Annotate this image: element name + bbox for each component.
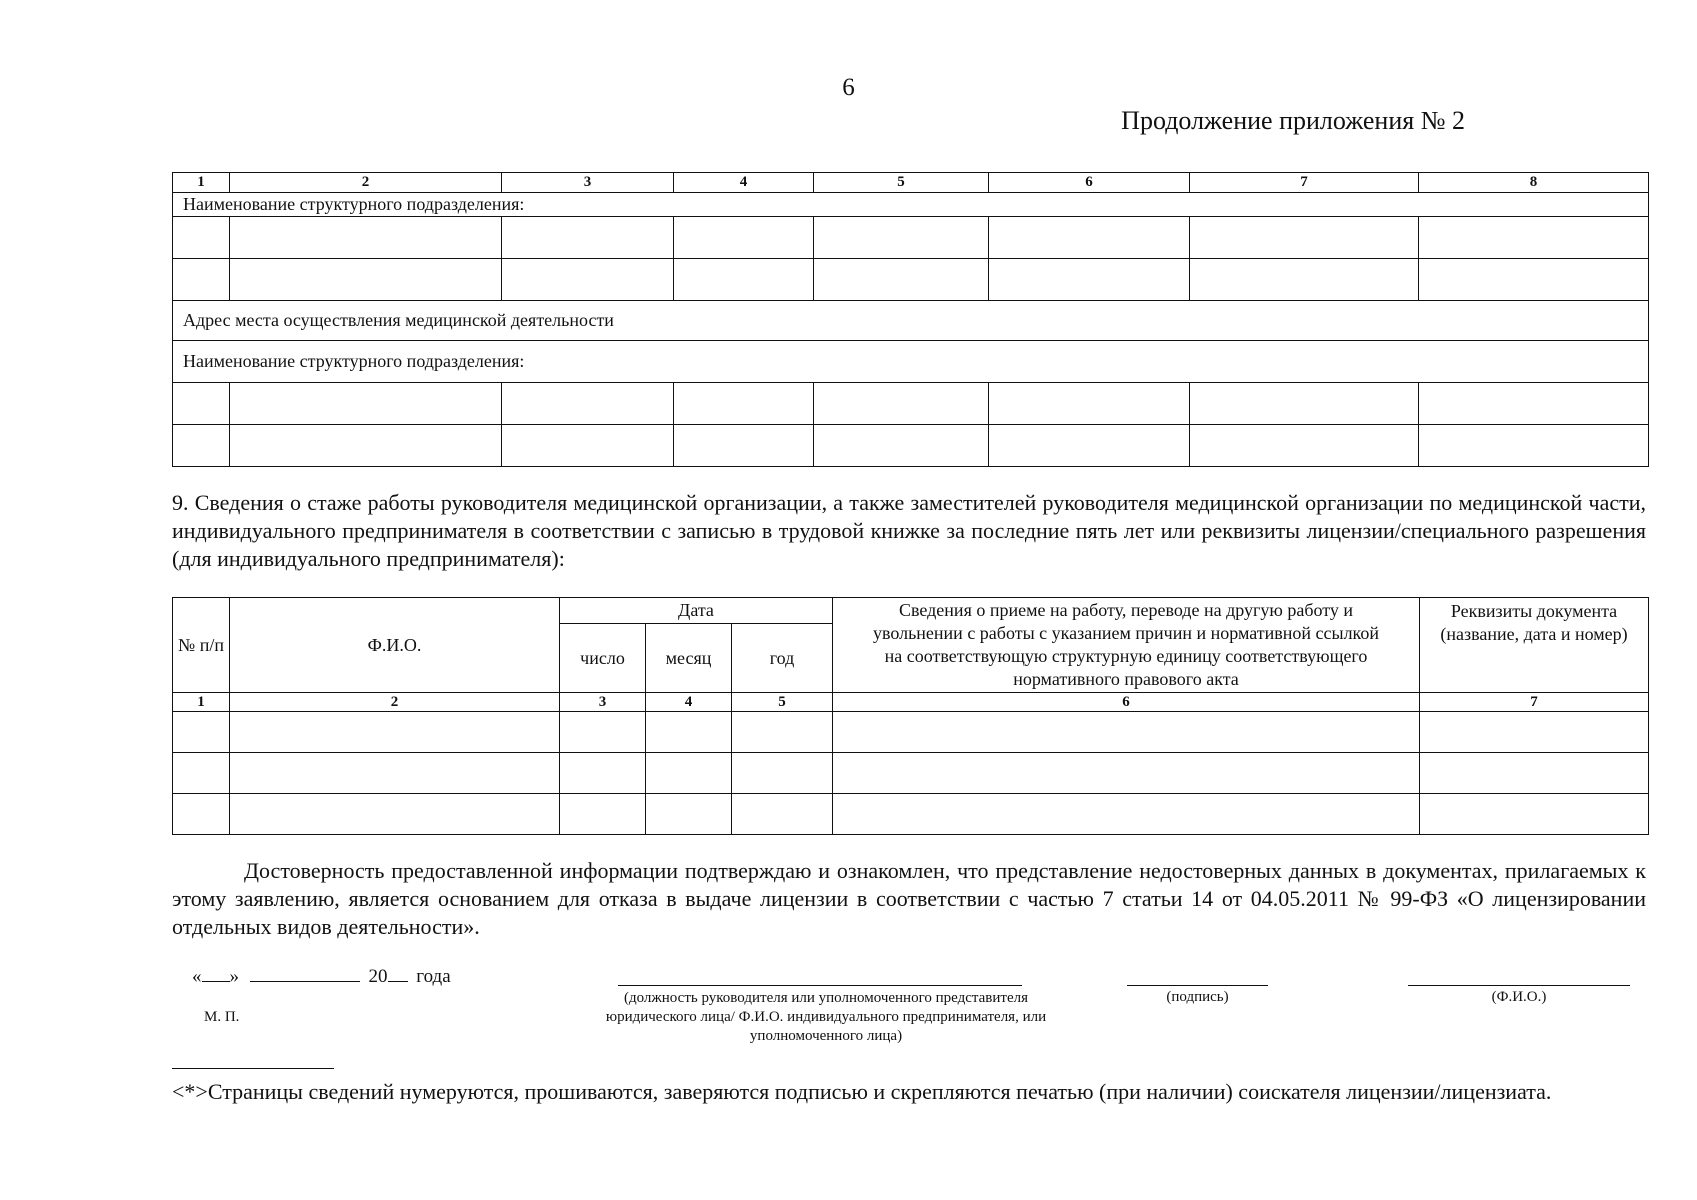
table-cell[interactable]: [646, 712, 732, 753]
table-cell[interactable]: [1419, 259, 1649, 301]
table-cell[interactable]: [173, 794, 230, 835]
table-row: [173, 753, 1649, 794]
column-number: 7: [1190, 173, 1419, 193]
table-cell[interactable]: [646, 794, 732, 835]
signature-caption: (подпись): [1166, 989, 1229, 1005]
fio-caption: (Ф.И.О.): [1491, 989, 1547, 1005]
column-header-fio: Ф.И.О.: [230, 598, 560, 693]
year-blank[interactable]: [388, 981, 408, 982]
column-number: 5: [814, 173, 989, 193]
table-cell[interactable]: [1420, 712, 1649, 753]
column-number: 4: [646, 693, 732, 712]
unit-name-label: Наименование структурного подразделения:: [173, 341, 1649, 383]
experience-table: [172, 597, 1649, 835]
table-cell[interactable]: [833, 753, 1420, 794]
table-cell[interactable]: [814, 259, 989, 301]
footnote-text: <*>Страницы сведений нумеруются, прошиваются, заверяются подписью и скрепляются печатью (при наличии) соискателя лицензии/лицензиата.: [172, 1079, 1552, 1104]
table-row: [173, 259, 1649, 301]
date-close-quote: »: [229, 966, 239, 987]
table-cell[interactable]: [173, 753, 230, 794]
table-cell[interactable]: [732, 794, 833, 835]
certification-text: Достоверность предоставленной информации подтверждаю и ознакомлен, что представление недостоверных данных в документах, прилагаемых к этому заявлению, является основанием для отказа в выдаче лицензии в соответствии с частью 7 статьи 14 от 04.05.2011 № 99-ФЗ «О лицензировании отдельных видов деятельности».: [172, 858, 1646, 939]
table-cell[interactable]: [732, 753, 833, 794]
table-cell[interactable]: [1190, 425, 1419, 467]
table-cell[interactable]: [674, 383, 814, 425]
table-row: [173, 217, 1649, 259]
table-cell[interactable]: [1419, 383, 1649, 425]
table-cell[interactable]: [173, 217, 230, 259]
table-cell[interactable]: [173, 425, 230, 467]
table-cell[interactable]: [1420, 794, 1649, 835]
table-cell[interactable]: [989, 259, 1190, 301]
day-blank[interactable]: [202, 981, 230, 982]
month-blank[interactable]: [250, 981, 360, 982]
year-prefix: 20: [368, 966, 388, 987]
column-header-month: месяц: [646, 624, 732, 693]
table-cell[interactable]: [1419, 425, 1649, 467]
table-row: [173, 383, 1649, 425]
position-caption: (должность руководителя или уполномоченного представителя юридического лица/ Ф.И.О. индивидуального предпринимателя, или уполномоченного лица): [605, 990, 1047, 1044]
section-9-text: 9. Сведения о стаже работы руководителя медицинской организации, а также заместителей руководителя медицинской организации по медицинской части, индивидуального предпринимателя в соответствии с записью в трудовой книжке за последние пять лет или реквизиты лицензии/специального разрешения (для индивидуального предпринимателя):: [172, 490, 1646, 571]
table-row: [173, 712, 1649, 753]
table-cell[interactable]: [560, 712, 646, 753]
column-header-info: Сведения о приеме на работу, переводе на другую работу и увольнении с работы с указанием причин и нормативной ссылкой на соответствующую структурную единицу соответствующего нормативного правового акта: [833, 598, 1420, 693]
table-cell[interactable]: [230, 794, 560, 835]
table-cell[interactable]: [502, 425, 674, 467]
column-number: 4: [674, 173, 814, 193]
table-row: [173, 425, 1649, 467]
table-cell[interactable]: [1190, 259, 1419, 301]
fio-line[interactable]: [1408, 985, 1630, 986]
column-header-day: число: [560, 624, 646, 693]
column-number: 6: [989, 173, 1190, 193]
table-cell[interactable]: [173, 712, 230, 753]
page-number: 6: [842, 74, 855, 101]
year-suffix: года: [416, 966, 451, 987]
table-cell[interactable]: [230, 259, 502, 301]
column-header-year: год: [732, 624, 833, 693]
table-cell[interactable]: [833, 712, 1420, 753]
table-cell[interactable]: [230, 217, 502, 259]
position-line[interactable]: [618, 985, 1022, 986]
signature-line[interactable]: [1127, 985, 1268, 986]
table-cell[interactable]: [989, 425, 1190, 467]
appendix-title: Продолжение приложения № 2: [1121, 106, 1465, 135]
table-cell[interactable]: [173, 259, 230, 301]
table-cell[interactable]: [230, 753, 560, 794]
table-header-row: [173, 598, 1649, 624]
table-cell[interactable]: [674, 217, 814, 259]
stamp-label: М. П.: [204, 1009, 240, 1025]
column-number: 3: [560, 693, 646, 712]
column-number: 6: [833, 693, 1420, 712]
column-header-date: Дата: [560, 598, 833, 624]
table-cell[interactable]: [989, 217, 1190, 259]
column-number: 5: [732, 693, 833, 712]
unit-name-label: Наименование структурного подразделения:: [173, 193, 1649, 217]
table-cell[interactable]: [230, 425, 502, 467]
column-header-number: № п/п: [173, 598, 230, 693]
table-cell[interactable]: [502, 259, 674, 301]
units-table: [172, 172, 1649, 467]
address-label: Адрес места осуществления медицинской деятельности: [173, 301, 1649, 341]
table-cell[interactable]: [502, 383, 674, 425]
table-cell[interactable]: [502, 217, 674, 259]
date-field: [192, 966, 451, 988]
column-number: 2: [230, 173, 502, 193]
column-number: 1: [173, 693, 230, 712]
table-cell[interactable]: [560, 753, 646, 794]
column-number: 2: [230, 693, 560, 712]
table-cell[interactable]: [560, 794, 646, 835]
footnote-divider: [172, 1068, 334, 1069]
table-cell[interactable]: [1190, 217, 1419, 259]
table-cell[interactable]: [814, 217, 989, 259]
date-open-quote: «: [192, 966, 202, 987]
table-cell[interactable]: [230, 712, 560, 753]
table-cell[interactable]: [814, 383, 989, 425]
column-number: 3: [502, 173, 674, 193]
table-cell[interactable]: [1190, 383, 1419, 425]
table-cell[interactable]: [173, 383, 230, 425]
table-cell[interactable]: [1420, 753, 1649, 794]
table-header-row: [173, 173, 1649, 193]
column-header-document: Реквизиты документа (название, дата и номер): [1420, 598, 1649, 693]
column-number-row: [173, 693, 1649, 712]
table-cell[interactable]: [814, 425, 989, 467]
table-cell[interactable]: [833, 794, 1420, 835]
table-cell[interactable]: [1419, 217, 1649, 259]
table-cell[interactable]: [674, 259, 814, 301]
table-cell[interactable]: [732, 712, 833, 753]
table-cell[interactable]: [989, 383, 1190, 425]
table-cell[interactable]: [646, 753, 732, 794]
table-row: [173, 794, 1649, 835]
table-cell[interactable]: [230, 383, 502, 425]
column-number: 8: [1419, 173, 1649, 193]
column-number: 7: [1420, 693, 1649, 712]
table-cell[interactable]: [674, 425, 814, 467]
column-number: 1: [173, 173, 230, 193]
